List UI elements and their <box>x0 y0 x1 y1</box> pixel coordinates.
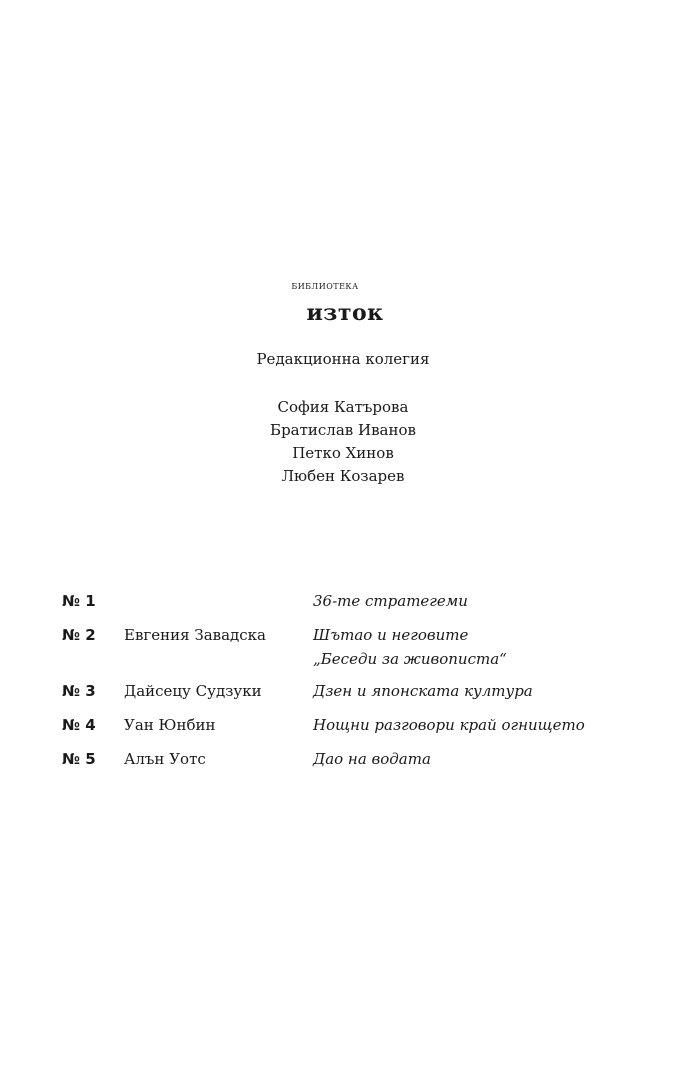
catalog-row <box>62 592 662 626</box>
catalog-title-line: Дзен и японската култура <box>313 682 533 700</box>
board-member: Братислав Иванов <box>270 421 416 439</box>
catalog-title-line: Дао на водата <box>313 750 431 768</box>
catalog-row <box>62 682 662 716</box>
catalog-row <box>62 626 662 682</box>
editorial-board-members <box>0 396 686 488</box>
catalog-title <box>313 679 533 703</box>
board-member: Любен Козарев <box>281 467 405 485</box>
catalog-number: № 3 <box>62 682 96 700</box>
series-label: библиотека <box>291 278 359 292</box>
catalog-author: Алън Уотс <box>124 750 206 768</box>
series-title: изток <box>306 300 384 326</box>
catalog-row <box>62 716 662 750</box>
catalog-title-line: Нощни разговори край огнището <box>313 716 585 734</box>
catalog-author: Дайсецу Судзуки <box>124 682 262 700</box>
catalog-number: № 1 <box>62 592 96 610</box>
catalog-title <box>313 713 585 737</box>
board-member: София Катърова <box>277 398 409 416</box>
catalog-title-line: Шътао и неговите <box>313 626 469 644</box>
catalog-title <box>313 589 468 613</box>
catalog-row <box>62 750 662 784</box>
editorial-board-heading: Редакционна колегия <box>256 350 430 368</box>
catalog-author: Уан Юнбин <box>124 716 216 734</box>
catalog-number: № 5 <box>62 750 96 768</box>
catalog-title-line: „Беседи за живописта“ <box>313 650 507 668</box>
catalog-title-line: 36-те стратегеми <box>313 592 468 610</box>
series-catalog <box>62 592 662 784</box>
catalog-number: № 4 <box>62 716 96 734</box>
catalog-number: № 2 <box>62 626 96 644</box>
board-member: Петко Хинов <box>292 444 394 462</box>
catalog-title <box>313 747 431 771</box>
catalog-author: Евгения Завадска <box>124 626 266 644</box>
catalog-title <box>313 623 507 671</box>
